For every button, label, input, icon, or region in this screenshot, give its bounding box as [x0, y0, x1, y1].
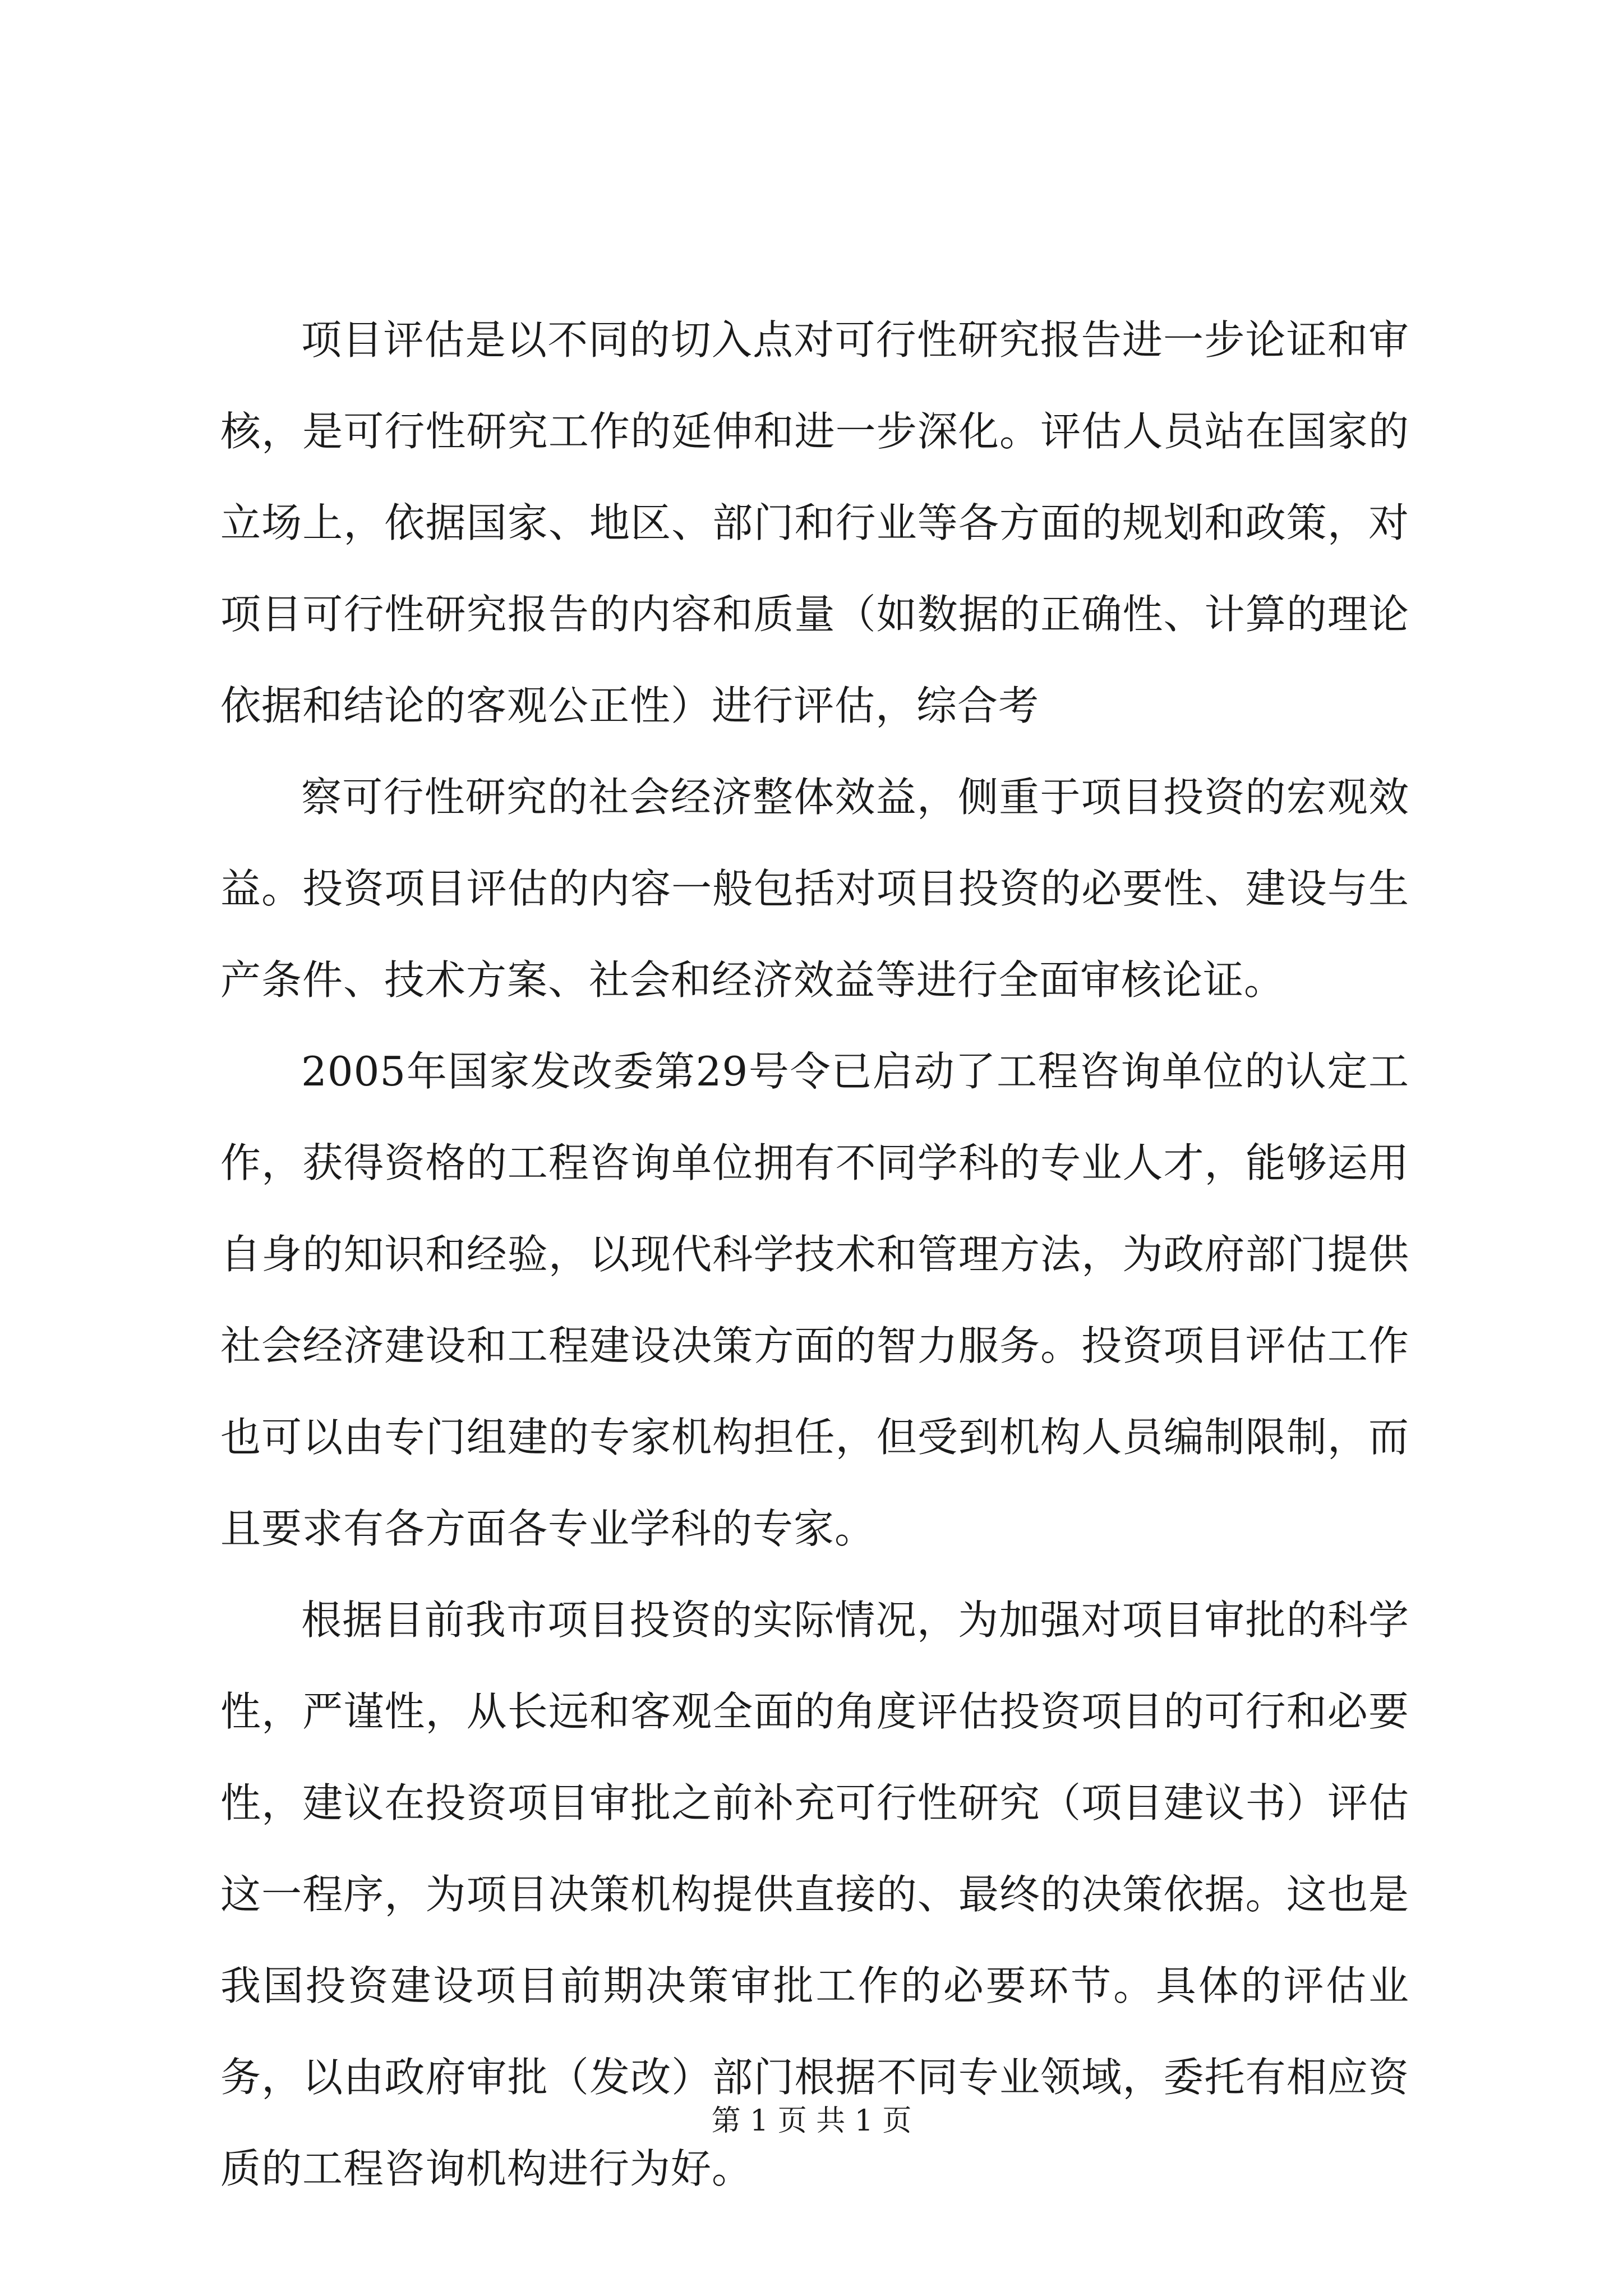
document-body [220, 295, 1409, 2215]
page-footer: 第 1 页 共 1 页 [711, 2104, 912, 2138]
paragraph-3: 2005年国家发改委第29号令已启动了工程咨询单位的认定工作，获得资格的工程咨询单位拥有不同学科的专业人才，能够运用自身的知识和经验，以现代科学技术和管理方法，为政府部门提供社会经济建设和工程建设决策方面的智力服务。投资项目评估工作也可以由专门组建的专家机构担任，但受到机构人员编制限制，而且要求有各方面各专业学科的专家。 [220, 1048, 1409, 1552]
paragraph-1: 项目评估是以不同的切入点对可行性研究报告进一步论证和审核，是可行性研究工作的延伸和进一步深化。评估人员站在国家的立场上，依据国家、地区、部门和行业等各方面的规划和政策，对项目可行性研究报告的内容和质量（如数据的正确性、计算的理论依据和结论的客观公正性）进行评估，综合考 [220, 316, 1409, 729]
paragraph-2: 察可行性研究的社会经济整体效益，侧重于项目投资的宏观效益。投资项目评估的内容一般包括对项目投资的必要性、建设与生产条件、技术方案、社会和经济效益等进行全面审核论证。 [220, 774, 1409, 1004]
paragraph-4: 根据目前我市项目投资的实际情况，为加强对项目审批的科学性，严谨性，从长远和客观全面的角度评估投资项目的可行和必要性，建议在投资项目审批之前补充可行性研究（项目建议书）评估这一程序，为项目决策机构提供直接的、最终的决策依据。这也是我国投资建设项目前期决策审批工作的必要环节。具体的评估业务，以由政府审批（发改）部门根据不同专业领域，委托有相应资质的工程咨询机构进行为好。 [220, 1596, 1409, 2192]
